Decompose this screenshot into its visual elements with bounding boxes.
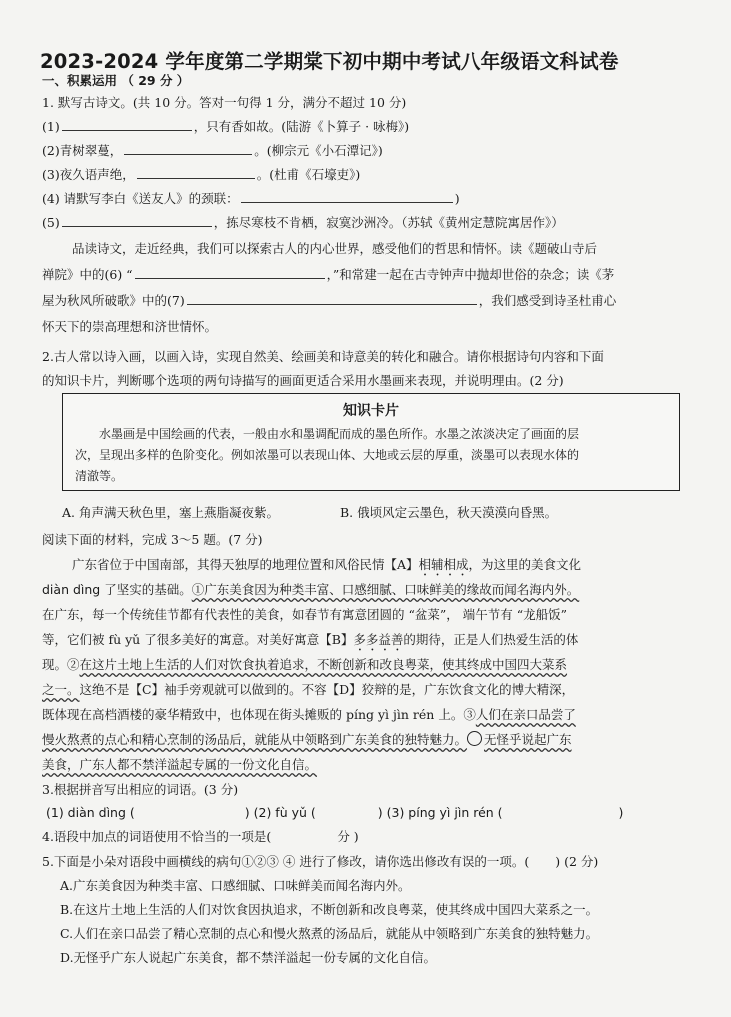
q1-paragraph-1: 品读诗文，走近经典，我们可以探索古人的内心世界，感受他们的哲思和情怀。读《题破山寺后 bbox=[72, 241, 598, 256]
q3-item-1: (1) diàn dìng ( bbox=[46, 805, 135, 820]
sentence-3-underlined: 慢火熬煮的点心和精心烹制的汤品后，就能从中领略到广东美食的独特魅力。 bbox=[42, 732, 468, 747]
q1-paragraph-3 bbox=[42, 292, 616, 310]
passage-intro: 阅读下面的材料，完成 3～5 题。(7 分) bbox=[42, 532, 263, 547]
passage-line bbox=[42, 681, 574, 699]
q1-line-1 bbox=[42, 118, 409, 136]
knowledge-card-line: 水墨画是中国绘画的代表，一般由水和墨调配而成的墨色所作。水墨之浓淡决定了画面的层 bbox=[99, 427, 580, 441]
passage-line bbox=[42, 581, 579, 599]
q1-paragraph-2 bbox=[42, 266, 614, 284]
q5-stem: 5.下面是小朵对语段中画横线的病句①②③ ④ 进行了修改，请你选出修改有误的一项。( bbox=[42, 854, 530, 869]
answer-blank[interactable] bbox=[137, 167, 255, 179]
q1-p3b: ，我们感受到诗圣杜甫心 bbox=[478, 293, 617, 308]
q1-line-3 bbox=[42, 166, 360, 184]
sentence-3-underlined: 人们在亲口品尝了 bbox=[475, 707, 576, 722]
passage-line bbox=[42, 706, 576, 724]
q2-stem-1: 2.古人常以诗入画，以画入诗，实现自然美、绘画美和诗意美的转化和融合。请你根据诗句内容和下面 bbox=[42, 349, 604, 364]
q3-item-3: ) (3) píng yì jìn rén ( bbox=[377, 805, 503, 820]
q2-option-a: A. 角声满天秋色里，塞上燕脂凝夜紫。 bbox=[62, 505, 279, 520]
q1-stem: 1. 默写古诗文。(共 10 分。答对一句得 1 分，满分不超过 10 分) bbox=[42, 95, 407, 110]
q3-answers bbox=[46, 804, 623, 822]
q5-option-c: C.人们在亲口品尝了精心烹制的点心和慢火熬煮的汤品后，就能从中领略到广东美食的独特魅力。 bbox=[60, 926, 599, 941]
answer-blank[interactable] bbox=[62, 119, 192, 131]
q1-line-5 bbox=[42, 214, 564, 232]
answer-blank[interactable] bbox=[135, 267, 325, 279]
q1-l1a: (1) bbox=[42, 119, 60, 134]
q1-l3a: (3)夜久语声绝， bbox=[42, 167, 135, 182]
q3-stem: 3.根据拼音写出相应的词语。(3 分) bbox=[42, 782, 239, 797]
q1-paragraph-4: 怀天下的崇高理想和济世情怀。 bbox=[42, 319, 218, 334]
passage-line bbox=[72, 556, 581, 579]
sentence-1-underlined: ①广东美食因为种类丰富、口感细腻、口味鲜美的缘故而闻名海内外。 bbox=[191, 582, 580, 597]
q2-stem-2: 的知识卡片，判断哪个选项的两句诗描写的画面更适合采用水墨画来表现，并说明理由。(2 分) bbox=[42, 373, 564, 388]
passage-line bbox=[42, 656, 567, 674]
sentence-2-underlined: 在这片土地上生活的人们对饮食执着追求，不断创新和改良粤菜，使其终成中国四大菜系 bbox=[79, 657, 568, 672]
passage-line bbox=[42, 756, 317, 774]
q1-l5a: (5) bbox=[42, 215, 60, 230]
q5-option-b: B.在这片土地上生活的人们对饮食因执追求，不断创新和改良粤菜，使其终成中国四大菜系之一。 bbox=[60, 902, 599, 917]
sentence-4-underlined: 无怪乎说起广东 bbox=[484, 732, 572, 747]
knowledge-card-line: 次，呈现出多样的色阶变化。例如浓墨可以表现山体、大地或云层的厚重，淡墨可以表现水体的 bbox=[75, 448, 580, 462]
q4-score: 分 ) bbox=[337, 829, 359, 844]
passage-text: 这绝不是【C】袖手旁观就可以做到的。不容【D】狡辩的是，广东饮食文化的博大精深， bbox=[79, 682, 575, 697]
knowledge-card-line: 清澈等。 bbox=[75, 469, 124, 483]
answer-blank[interactable] bbox=[187, 293, 477, 305]
passage-text: 的期待，正是人们热爱生活的体 bbox=[403, 632, 579, 647]
passage-text: ，为这里的美食文化 bbox=[468, 557, 582, 572]
sentence-4-underlined: 美食，广东人都不禁洋溢起专属的一份文化自信。 bbox=[42, 757, 318, 772]
dotted-word-a: 相辅相成 bbox=[418, 557, 469, 572]
q3-item-2: ) (2) fù yǔ ( bbox=[244, 805, 316, 820]
q1-p2b: ，”和常建一起在古寺钟声中抛却世俗的杂念；读《茅 bbox=[326, 267, 615, 282]
q1-l1b: ，只有香如故。(陆游《卜算子 · 咏梅》) bbox=[193, 119, 410, 134]
exam-title: 2023-2024 学年度第二学期棠下初中期中考试八年级语文科试卷 bbox=[40, 50, 619, 73]
knowledge-card-title: 知识卡片 bbox=[343, 403, 399, 419]
passage-text: 现。② bbox=[42, 657, 80, 672]
sentence-2-underlined: 之一。 bbox=[42, 682, 80, 697]
q5-line bbox=[42, 853, 598, 871]
q1-l2b: 。(柳宗元《小石潭记》) bbox=[254, 143, 383, 158]
section-heading: 一、积累运用 （ 29 分 ） bbox=[42, 73, 190, 88]
dotted-word-b: 多多益善 bbox=[353, 632, 404, 647]
passage-text: 既体现在高档酒楼的豪华精致中，也体现在街头摊贩的 píng yì jìn rén 上。③ bbox=[42, 707, 476, 722]
answer-blank[interactable] bbox=[241, 191, 453, 203]
q1-line-4 bbox=[42, 190, 460, 208]
q1-l2a: (2)青树翠蔓， bbox=[42, 143, 123, 158]
passage-line: 在广东，每一个传统佳节都有代表性的美食，如春节有寓意团圆的 “盆菜”， 端午节有 “龙船饭” bbox=[42, 607, 567, 622]
passage-line bbox=[42, 731, 572, 749]
passage-text: 等，它们被 fù yǔ 了很多美好的寓意。对美好寓意【B】 bbox=[42, 632, 354, 647]
passage-text: diàn dìng 了坚实的基础。 bbox=[42, 582, 192, 597]
q5-option-a: A.广东美食因为种类丰富、口感细腻、口味鲜美而闻名海内外。 bbox=[60, 878, 411, 893]
q1-l5b: ，拣尽寒枝不肯栖，寂寞沙洲冷。（苏轼《黄州定慧院寓居作》） bbox=[213, 215, 564, 230]
q1-p3a: 屋为秋风所破歌》中的(7) bbox=[42, 293, 185, 308]
q3-close: ) bbox=[618, 805, 624, 820]
q5-score: ) (2 分) bbox=[555, 854, 599, 869]
q1-l3b: 。(杜甫《石壕吏》) bbox=[256, 167, 361, 182]
q5-option-d: D.无怪乎广东人说起广东美食，都不禁洋溢起一份专属的文化自信。 bbox=[60, 950, 437, 965]
q2-option-b: B. 俄顷风定云墨色，秋天漠漠向昏黑。 bbox=[340, 505, 558, 520]
knowledge-card bbox=[62, 393, 680, 491]
q4-line bbox=[42, 828, 359, 846]
q1-p2a: 禅院》中的(6) “ bbox=[42, 267, 133, 282]
circle-4-marker bbox=[467, 731, 482, 746]
passage-text: 广东省位于中国南部，其得天独厚的地理位置和风俗民情【A】 bbox=[72, 557, 419, 572]
q1-line-2 bbox=[42, 142, 383, 160]
q4-stem: 4.语段中加点的词语使用不恰当的一项是( bbox=[42, 829, 272, 844]
answer-blank[interactable] bbox=[62, 215, 212, 227]
answer-blank[interactable] bbox=[124, 143, 252, 155]
q1-l4: (4) 请默写李白《送友人》的颈联： bbox=[42, 191, 239, 206]
q1-l4-end: ) bbox=[454, 191, 460, 206]
passage-line bbox=[42, 631, 578, 654]
